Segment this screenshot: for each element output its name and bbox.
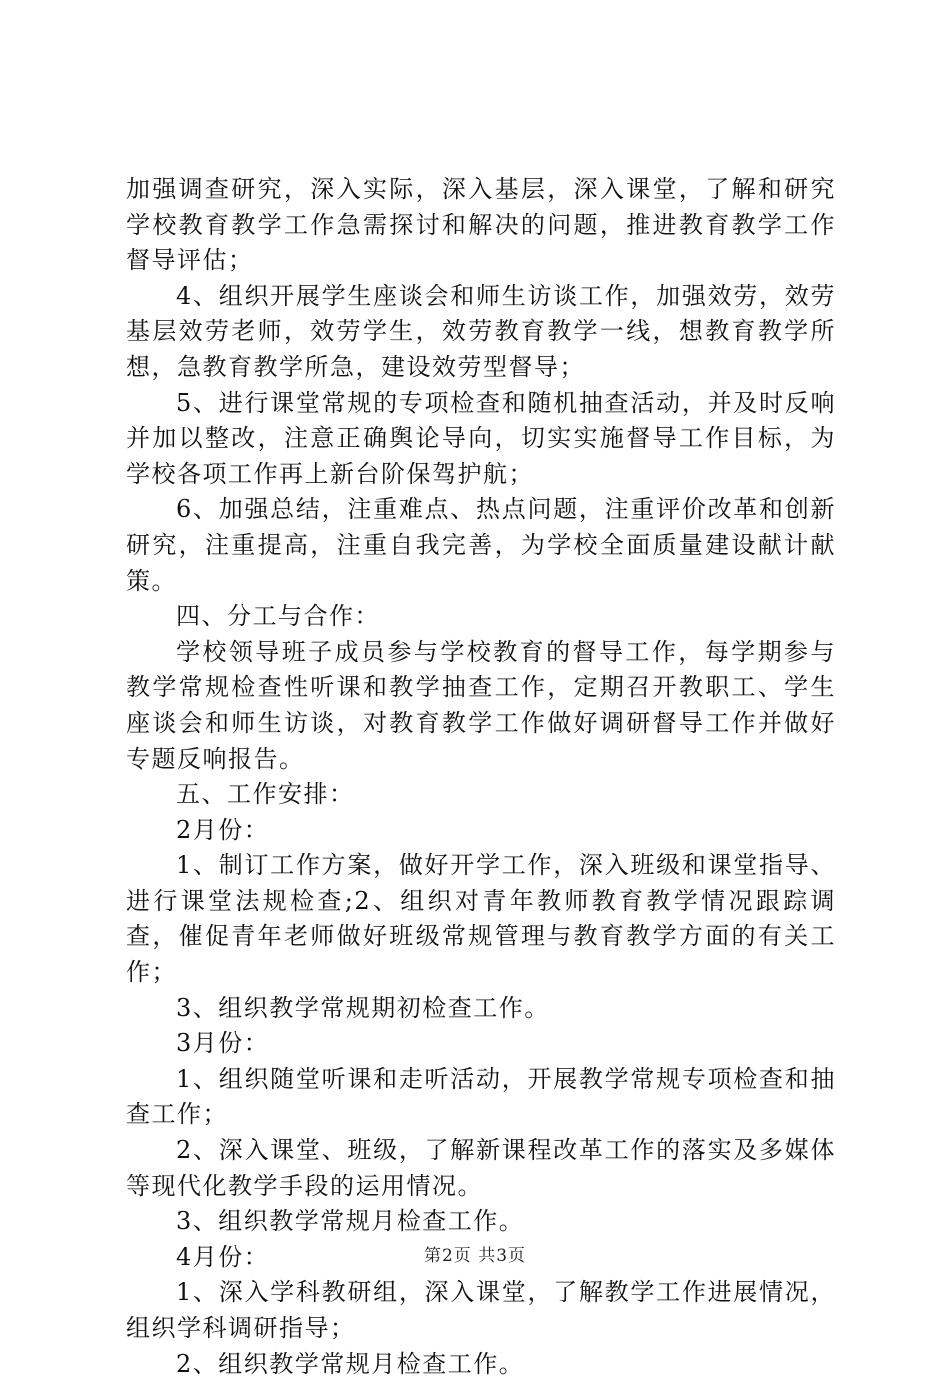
paragraph-17: 2、组织教学常规月检查工作。: [176, 1349, 525, 1378]
paragraph-6: 学校领导班子成员参与学校教育的督导工作，每学期参与教学常规检查性听课和教学抽查工作，定期召开教职工、学生座谈会和师生访谈，对教育教学工作做好调研督导工作并做好专题反响报告。: [126, 637, 836, 773]
paragraph-10: 3、组织教学常规期初检查工作。: [176, 993, 550, 1022]
paragraph-12: 1、组织随堂听课和走听活动，开展教学常规专项检查和抽查工作；: [126, 1064, 836, 1129]
paragraph-3: 5、进行课堂常规的专项检查和随机抽查活动，并及时反响并加以整改，注意正确舆论导向，切实实施督导工作目标，为学校各项工作再上新台阶保驾护航；: [126, 388, 836, 488]
document-body: [126, 172, 836, 1382]
paragraph-2: 4、组织开展学生座谈会和师生访谈工作，加强效劳，效劳基层效劳老师，效劳学生，效劳教育教学一线，想教育教学所想，急教育教学所急，建设效劳型督导；: [126, 281, 836, 381]
month-heading-february: 2月份：: [176, 815, 270, 844]
paragraph-9: 1、制订工作方案，做好开学工作，深入班级和课堂指导、进行课堂法规检查;2、组织对青年教师教育教学情况跟踪调查，催促青年老师做好班级常规管理与教育教学方面的有关工作；: [126, 851, 836, 987]
paragraph-14: 3、组织教学常规月检查工作。: [176, 1207, 525, 1236]
paragraph-16: 1、深入学科教研组，深入课堂，了解教学工作进展情况，组织学科调研指导；: [126, 1278, 836, 1342]
section-heading-schedule: 五、工作安排：: [176, 780, 355, 809]
page-number-footer: 第2页 共3页: [423, 1246, 527, 1266]
paragraph-13: 2、深入课堂、班级，了解新课程改革工作的落实及多媒体等现代化教学手段的运用情况。: [126, 1136, 836, 1200]
paragraph-4: 6、加强总结，注重难点、热点问题，注重评价改革和创新研究，注重提高，注重自我完善，为学校全面质量建设献计献策。: [126, 495, 836, 595]
month-heading-march: 3月份：: [176, 1029, 270, 1058]
section-heading-division: 四、分工与合作：: [176, 602, 380, 631]
month-heading-april: 4月份：: [176, 1242, 270, 1271]
paragraph-1: 加强调查研究，深入实际，深入基层，深入课堂，了解和研究学校教育教学工作急需探讨和解决的问题，推进教育教学工作督导评估；: [126, 175, 836, 275]
